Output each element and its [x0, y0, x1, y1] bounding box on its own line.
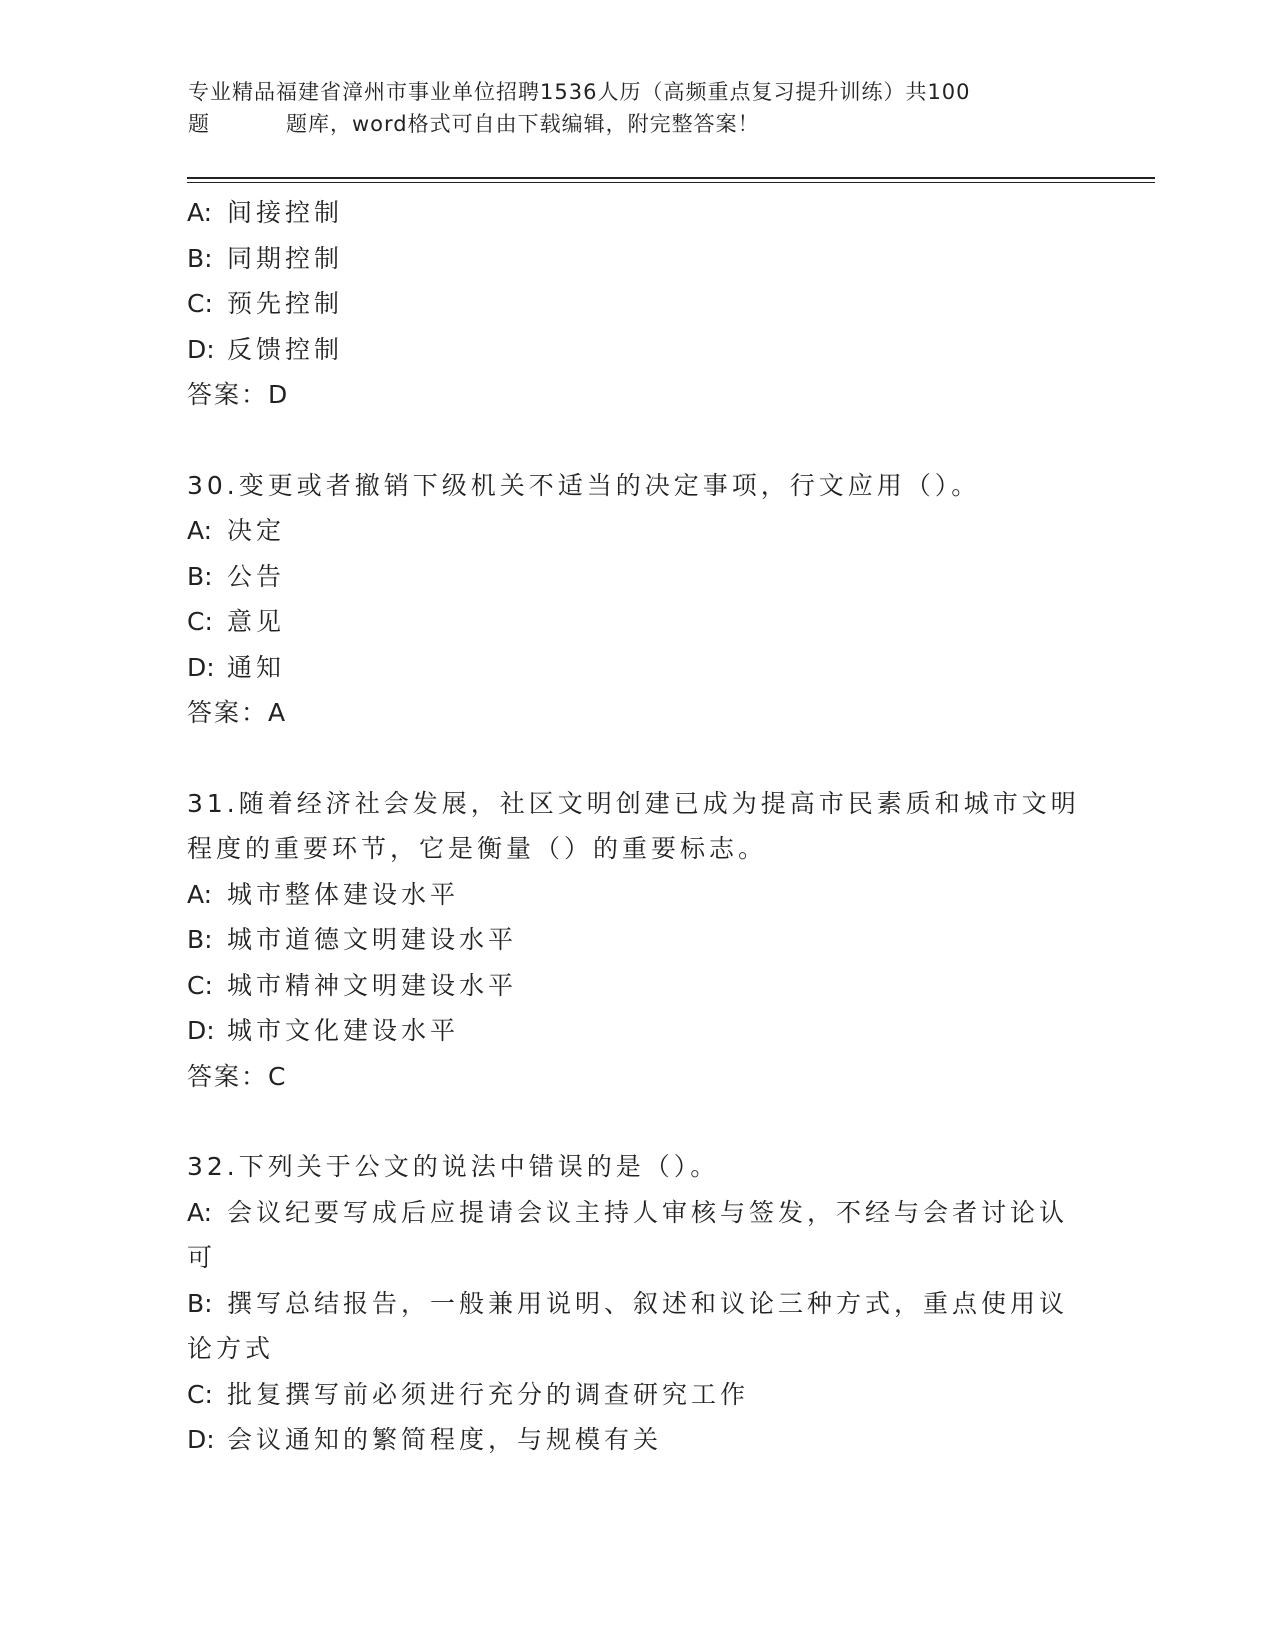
option-c [187, 963, 1087, 1009]
option-letter: D: [187, 652, 215, 682]
option-text: 通知 [227, 652, 286, 682]
option-letter: C: [187, 970, 213, 1000]
option-letter: A: [187, 1197, 213, 1227]
option-text: 会议纪要写成后应提请会议主持人审核与签发，不经与会者讨论认 [227, 1197, 1069, 1227]
option-letter: B: [187, 1288, 213, 1318]
question-29-block [187, 190, 1087, 418]
option-text: 城市精神文明建设水平 [227, 970, 518, 1000]
header-title-line1: 专业精品福建省漳州市事业单位招聘1536人历（高频重点复习提升训练）共100 [188, 80, 971, 104]
question-stem-line1: 31.随着经济社会发展，社区文明创建已成为提高市民素质和城市文明 [187, 788, 1080, 818]
option-text: 决定 [227, 516, 286, 545]
option-letter: B: [187, 561, 213, 591]
answer-line: 答案：A [187, 698, 288, 727]
option-b-line2: 论方式 [187, 1334, 275, 1363]
option-text: 城市道德文明建设水平 [227, 925, 518, 954]
option-letter: A: [187, 879, 213, 909]
option-a-line2: 可 [187, 1243, 217, 1272]
option-c [187, 599, 1087, 645]
option-a [187, 190, 1087, 236]
option-text: 反馈控制 [227, 334, 344, 364]
question-content [187, 190, 1087, 1463]
option-b [187, 554, 1087, 600]
option-b-line1 [187, 1281, 1087, 1327]
question-stem: 32.下列关于公文的说法中错误的是（）。 [187, 1152, 720, 1181]
option-text: 城市文化建设水平 [227, 1016, 460, 1045]
question-32-block [187, 1144, 1087, 1463]
option-text: 公告 [227, 561, 286, 591]
option-a-line1 [187, 1190, 1087, 1236]
question-stem: 30.变更或者撤销下级机关不适当的决定事项，行文应用（）。 [187, 470, 981, 500]
option-letter: A: [187, 516, 213, 545]
question-stem-line2: 程度的重要环节，它是衡量（）的重要标志。 [187, 834, 768, 863]
page-header [188, 76, 1088, 140]
option-a [187, 872, 1087, 918]
option-letter: D: [187, 334, 215, 364]
option-text: 预先控制 [227, 289, 344, 318]
answer-line: 答案：D [187, 380, 290, 409]
option-letter: B: [187, 925, 213, 954]
header-divider-thin [187, 182, 1155, 183]
option-d [187, 645, 1087, 691]
option-letter: C: [187, 1379, 213, 1409]
option-letter: C: [187, 607, 213, 636]
option-d [187, 327, 1087, 373]
option-letter: B: [187, 243, 213, 273]
option-letter: D: [187, 1425, 215, 1454]
header-title-line2 [188, 108, 1088, 140]
option-text: 间接控制 [227, 198, 344, 227]
option-text: 会议通知的繁简程度，与规模有关 [227, 1425, 663, 1454]
option-letter: A: [187, 198, 213, 227]
question-30-block [187, 463, 1087, 736]
header-divider-thick [187, 177, 1155, 179]
option-letter: D: [187, 1016, 215, 1045]
header-title-line2-rest: 题库，word格式可自由下载编辑，附完整答案！ [286, 112, 760, 136]
option-text: 批复撰写前必须进行充分的调查研究工作 [227, 1379, 750, 1409]
option-letter: C: [187, 289, 213, 318]
header-title-line2-lead: 题 [188, 112, 210, 136]
option-a [187, 508, 1087, 554]
option-text: 撰写总结报告，一般兼用说明、叙述和议论三种方式，重点使用议 [227, 1288, 1069, 1318]
option-text: 意见 [227, 607, 286, 636]
question-31-block [187, 781, 1087, 1100]
option-b [187, 917, 1087, 963]
option-c [187, 1372, 1087, 1418]
option-d [187, 1417, 1087, 1463]
option-text: 同期控制 [227, 243, 344, 273]
option-d [187, 1008, 1087, 1054]
answer-line: 答案：C [187, 1061, 288, 1091]
option-c [187, 281, 1087, 327]
option-b [187, 236, 1087, 282]
option-text: 城市整体建设水平 [227, 879, 460, 909]
